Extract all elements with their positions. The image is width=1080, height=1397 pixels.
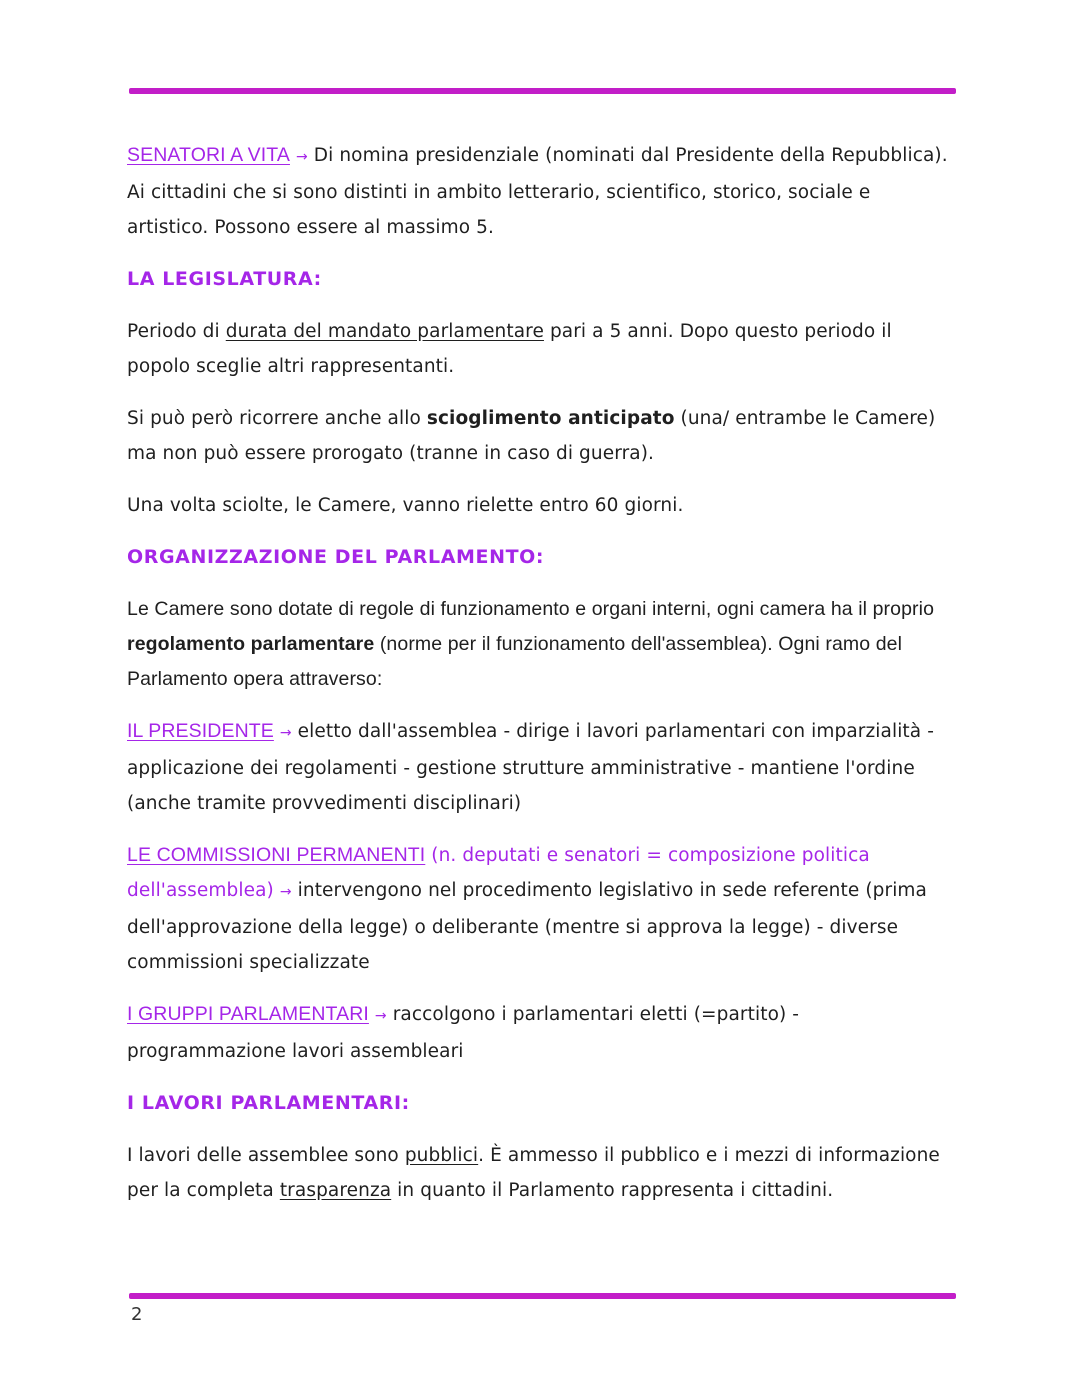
arrow-icon: → [295,149,308,165]
heading-organizzazione: ORGANIZZAZIONE DEL PARLAMENTO: [127,546,545,568]
top-divider [129,88,956,94]
arrow-icon: → [279,884,292,900]
senatori-text: Di nomina presidenziale (nominati dal Presidente della Repubblica). Ai cittadini che si sono distinti in ambito letterario, scientifico, storico, sociale e artistico. Possono essere al massimo 5. [127,145,948,238]
senatori-paragraph [127,138,957,245]
text: Si può però ricorrere anche allo [127,408,427,429]
text: intervengono nel procedimento legislativo in sede referente (prima dell'approvazione della legge) o deliberante (mentre si approva la legge) - diverse commissioni specializzate [127,880,927,973]
document-body [127,138,957,1208]
gruppi-term: I GRUPPI PARLAMENTARI [127,1003,369,1025]
underlined-pubblici: pubblici [404,1145,479,1166]
bold-regolamento: regolamento parlamentare [127,633,375,655]
page-number: 2 [131,1304,143,1325]
text: pari a 5 anni. Dopo questo periodo il popolo sceglie altri rappresentanti. [127,321,892,377]
text: (una/ entrambe le Camere) ma non può essere prorogato (tranne in caso di guerra). [127,408,936,464]
commissioni-paragraph [127,838,957,980]
legislatura-paragraph-2 [127,401,957,471]
legislatura-paragraph-1 [127,314,957,384]
underlined-durata: durata del mandato parlamentare [225,321,544,342]
text: . È ammesso il pubblico e i mezzi di informazione per la completa [127,1145,940,1201]
senatori-term: SENATORI A VITA [127,144,290,166]
text: in quanto il Parlamento rappresenta i cittadini. [391,1180,834,1201]
text: (norme per il funzionamento dell'assemblea). Ogni ramo del Parlamento opera attraverso: [127,633,903,690]
arrow-icon: → [374,1008,387,1024]
organizzazione-paragraph [127,592,957,697]
gruppi-paragraph [127,997,957,1069]
presidente-paragraph [127,714,957,821]
text: raccolgono i parlamentari eletti (=partito) - programmazione lavori assembleari [127,1004,800,1062]
text: Le Camere sono dotate di regole di funzionamento e organi interni, ogni camera ha il proprio [127,598,935,620]
underlined-trasparenza: trasparenza [279,1180,392,1201]
lavori-paragraph [127,1138,957,1208]
text: Periodo di [127,321,226,342]
presidente-term: IL PRESIDENTE [127,720,274,742]
commissioni-term: LE COMMISSIONI PERMANENTI [127,844,426,866]
heading-legislatura: LA LEGISLATURA: [127,268,322,290]
heading-lavori: I LAVORI PARLAMENTARI: [127,1092,410,1114]
legislatura-paragraph-3: Una volta sciolte, le Camere, vanno rielette entro 60 giorni. [127,495,684,516]
arrow-icon: → [279,725,292,741]
bold-scioglimento: scioglimento anticipato [426,408,675,429]
bottom-divider [129,1293,956,1299]
text: eletto dall'assemblea - dirige i lavori parlamentari con imparzialità - applicazione dei regolamenti - gestione strutture amministrative - mantiene l'ordine (anche tramite provvedimenti disciplinari) [127,721,934,814]
text: I lavori delle assemblee sono [127,1145,405,1166]
commissioni-paren: (n. deputati e senatori = composizione politica dell'assemblea) [127,845,870,901]
